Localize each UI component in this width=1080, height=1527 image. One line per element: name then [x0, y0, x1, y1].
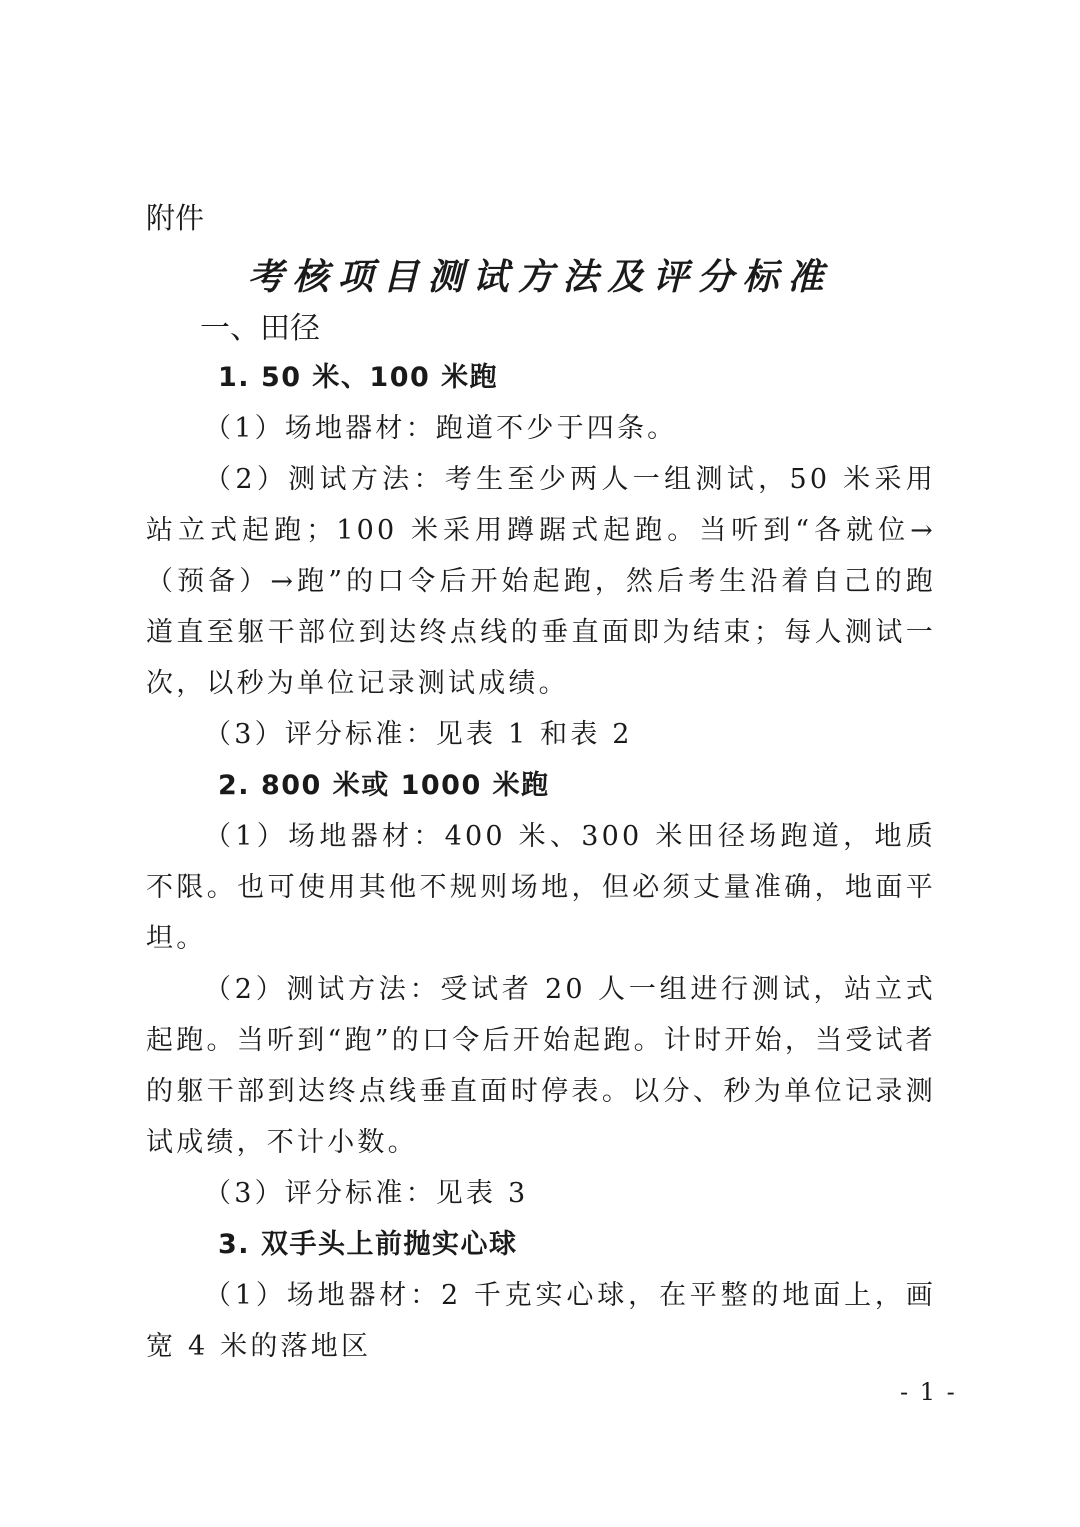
- paragraph-test-method: （2）测试方法：受试者 20 人一组进行测试，站立式起跑。当听到“跑”的口令后开始起跑。计时开始，当受试者的躯干部到达终点线垂直面时停表。以分、秒为单位记录测试成绩，不计小数。: [146, 974, 936, 1158]
- paragraph-test-method: （2）测试方法：考生至少两人一组测试，50 米采用站立式起跑；100 米采用蹲踞式起跑。当听到“各就位→（预备）→跑”的口令后开始起跑，然后考生沿着自己的跑道直至躯干部位到达终点线的垂直面即为结束；每人测试一次，以秒为单位记录测试成绩。: [146, 464, 936, 699]
- subsection-heading-800-1000m: 2. 800 米或 1000 米跑: [218, 770, 550, 801]
- paragraph-scoring-standard: （3）评分标准：见表 1 和表 2: [204, 719, 633, 750]
- paragraph-venue-equipment: （1）场地器材：2 千克实心球，在平整的地面上，画宽 4 米的落地区: [146, 1280, 936, 1362]
- paragraph-venue-equipment: （1）场地器材：跑道不少于四条。: [204, 413, 678, 444]
- section-heading: 一、田径: [200, 311, 320, 346]
- subsection-heading-medicine-ball: 3. 双手头上前抛实心球: [218, 1229, 518, 1260]
- paragraph-venue-equipment: （1）场地器材：400 米、300 米田径场跑道，地质不限。也可使用其他不规则场地，但必须丈量准确，地面平坦。: [146, 821, 936, 954]
- paragraph-scoring-standard: （3）评分标准：见表 3: [204, 1178, 529, 1209]
- page-number: - 1 -: [900, 1378, 957, 1406]
- document-title: 考核项目测试方法及评分标准: [247, 256, 833, 298]
- document-body: [146, 352, 936, 1372]
- attachment-label: 附件: [146, 201, 205, 235]
- subsection-heading-50-100m: 1. 50 米、100 米跑: [218, 362, 499, 393]
